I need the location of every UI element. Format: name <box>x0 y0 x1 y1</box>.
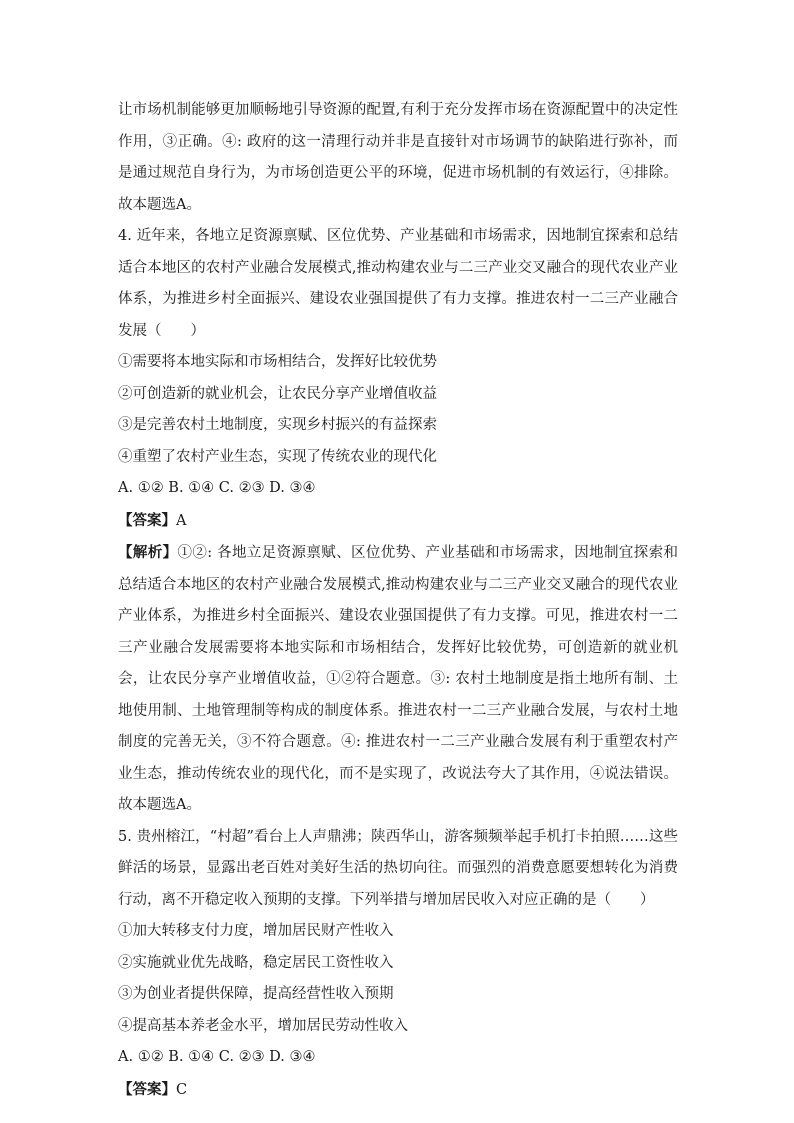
question-5-choices: A. ①② B. ①④ C. ②③ D. ③④ <box>118 1049 316 1065</box>
question-4-option-1: ①需要将本地实际和市场相结合，发挥好比较优势 <box>118 354 437 370</box>
question-5-option-1: ①加大转移支付力度，增加居民财产性收入 <box>118 923 394 939</box>
question-5-option-4: ④提高基本养老金水平，增加居民劳动性收入 <box>118 1017 408 1034</box>
question-4-stem: 4. 近年来，各地立足资源禀赋、区位优势、产业基础和市场需求，因地制宜探索和总结适合本地区的农村产业融合发展模式,推动构建农业与二三产业交叉融合的现代农业产业体系，为推进乡村全面振兴、建设农业强国提供了有力支撑。推进农村一二三产业融合发展（ ） <box>118 228 678 339</box>
question-5-option-2: ②实施就业优先战略，稳定居民工资性收入 <box>118 954 394 971</box>
question-5-answer <box>118 1074 678 1107</box>
q3-analysis-tail: 让市场机制能够更加顺畅地引导资源的配置,有利于充分发挥市场在资源配置中的决定性作用，③正确。④: 政府的这一清理行动并非是直接针对市场调节的缺陷进行弥补，而是通过规范自身行为，为市场创造更公平的环境，促进市场机制的有效运行，④排除。故本题选A。 <box>118 102 678 213</box>
analysis-tag: 【解析】 <box>118 544 178 561</box>
answer-value: A <box>176 512 187 529</box>
question-4-option-4: ④重塑了农村产业生态，实现了传统农业的现代化 <box>118 448 437 465</box>
analysis-text: ①②: 各地立足资源禀赋、区位优势、产业基础和市场需求，因地制宜探索和总结适合本地区的农村产业融合发展模式,推动构建农业与二三产业交叉融合的现代农业产业体系，为推进乡村全面振兴、建设农业强国提供了有力支撑。可见，推进农村一二三产业融合发展需要将本地实际和市场相结合，发挥好比较优势，可创造新的就业机会，让农民分享产业增值收益，①②符合题意。③: 农村土地制度是指土地所有制、土地使用制、土地管理制等构成的制度体系。推进农村一二三产业融合发展，与农村土地制度的完善无关，③不符合题意。④: 推进农村一二三产业融合发展有利于重塑农村产业生态，推动传统农业的现代化，而不是实现了，改说法夸大了其作用，④说法错误。故本题选A。 <box>118 545 678 813</box>
question-4-answer <box>118 505 678 538</box>
answer-value: C <box>176 1081 188 1098</box>
question-4-option-2: ②可创造新的就业机会，让农民分享产业增值收益 <box>118 385 437 402</box>
question-4-choices: A. ①② B. ①④ C. ②③ D. ③④ <box>118 480 316 496</box>
question-4-analysis <box>118 537 678 822</box>
answer-tag: 【答案】 <box>118 1080 176 1098</box>
question-5 <box>118 822 678 1107</box>
question-5-stem: 5. 贵州榕江，“村超”看台上人声鼎沸；陕西华山，游客频频举起手机打卡拍照……这些鲜活的场景，显露出老百姓对美好生活的热切向往。而强烈的消费意愿要想转化为消费行动，离不开稳定收入预期的支撑。下列举措与增加居民收入对应正确的是（ ） <box>118 828 678 908</box>
answer-tag: 【答案】 <box>118 511 176 529</box>
question-4 <box>118 221 678 822</box>
document-page <box>118 95 678 1106</box>
question-4-option-3: ③是完善农村土地制度，实现乡村振兴的有益探索 <box>118 417 437 433</box>
question-5-option-3: ③为创业者提供保障，提高经营性收入预期 <box>118 986 394 1002</box>
